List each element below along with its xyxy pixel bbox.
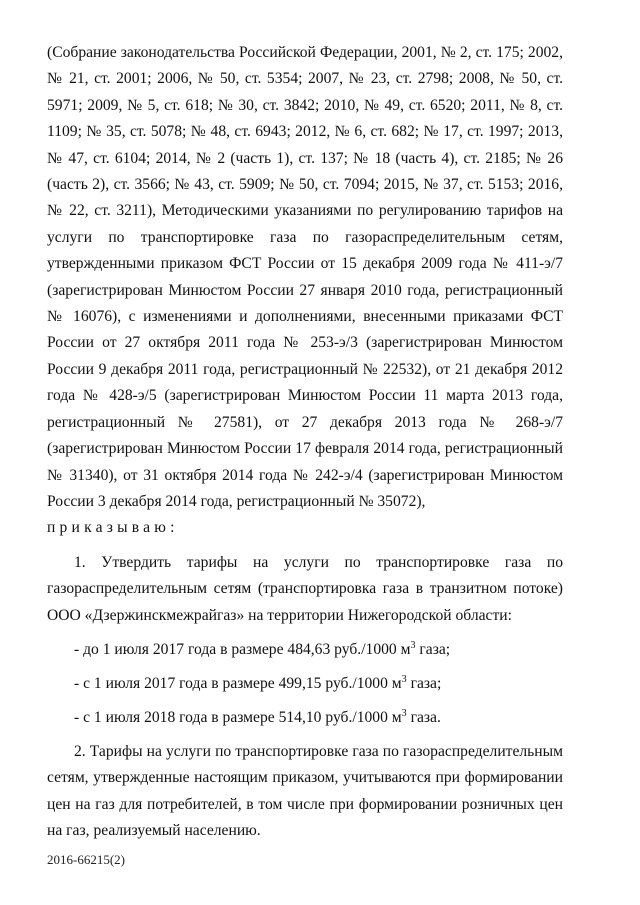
tariff-text: - с 1 июля 2018 года в размере 514,10 руб./1000 м (74, 708, 402, 726)
document-body (47, 40, 563, 845)
tariff-suffix: газа; (406, 674, 442, 692)
tariff-line (47, 637, 563, 663)
item-1-paragraph: 1. Утвердить тарифы на услуги по транспортировке газа по газораспределительным сетям (транспортировка газа в транзитном потоке) ООО «Дзержинскмежрайгаз» на территории Нижегородской области: (47, 553, 563, 624)
tariff-suffix: газа. (406, 708, 441, 726)
tariff-suffix: газа; (415, 640, 451, 658)
tariff-list (47, 637, 563, 731)
document-number: 2016-66215(2) (47, 852, 125, 867)
tariff-superscript: 3 (410, 639, 416, 651)
tariff-text: - с 1 июля 2017 года в размере 499,15 руб./1000 м (74, 674, 402, 692)
tariff-text: - до 1 июля 2017 года в размере 484,63 руб./1000 м (74, 640, 411, 658)
tariff-line (47, 705, 563, 731)
item-2-paragraph: 2. Тарифы на услуги по транспортировке газа по газораспределительным сетям, утвержденные настоящим приказом, учитываются при формировании цен на газ для потребителей, в том числе при формировании розничных цен на газ, реализуемый населению. (47, 742, 563, 840)
intro-paragraph: (Собрание законодательства Российской Федерации, 2001, № 2, ст. 175; 2002, № 21, ст. 2001; 2006, № 50, ст. 5354; 2007, № 23, ст. 2798; 2008, № 50, ст. 5971; 2009, № 5, ст. 618; № 30, ст. 3842; 2010, № 49, ст. 6520; 2011, № 8, ст. 1109; № 35, ст. 5078; № 48, ст. 6943; 2012, № 6, ст. 682; № 17, ст. 1997; 2013, № 47, ст. 6104; 2014, № 2 (часть 1), ст. 137; № 18 (часть 4), ст. 2185; № 26 (часть 2), ст. 3566; № 43, ст. 5909; № 50, ст. 7094; 2015, № 37, ст. 5153; 2016, № 22, ст. 3211), Методическими указаниями по регулированию тарифов на услуги по транспортировке газа по газораспределительным сетям, утвержденными приказом ФСТ России от 15 декабря 2009 года № 411-э/7 (зарегистрирован Минюстом России 27 января 2010 года, регистрационный № 16076), с изменениями и дополнениями, внесенными приказами ФСТ России от 27 октября 2011 года № 253-э/3 (зарегистрирован Минюстом России 9 декабря 2011 года, регистрационный № 22532), от 21 декабря 2012 года № 428-э/5 (зарегистрирован Минюстом России 11 марта 2013 года, регистрационный № 27581), от 27 декабря 2013 года № 268-э/7 (зарегистрирован Минюстом России 17 февраля 2014 года, регистрационный № 31340), от 31 октября 2014 года № 242-э/4 (зарегистрирован Минюстом России 3 декабря 2014 года, регистрационный № 35072), (47, 44, 563, 510)
tariff-line (47, 671, 563, 697)
tariff-superscript: 3 (401, 707, 407, 719)
order-word: приказываю: (47, 519, 179, 537)
tariff-superscript: 3 (401, 673, 407, 685)
